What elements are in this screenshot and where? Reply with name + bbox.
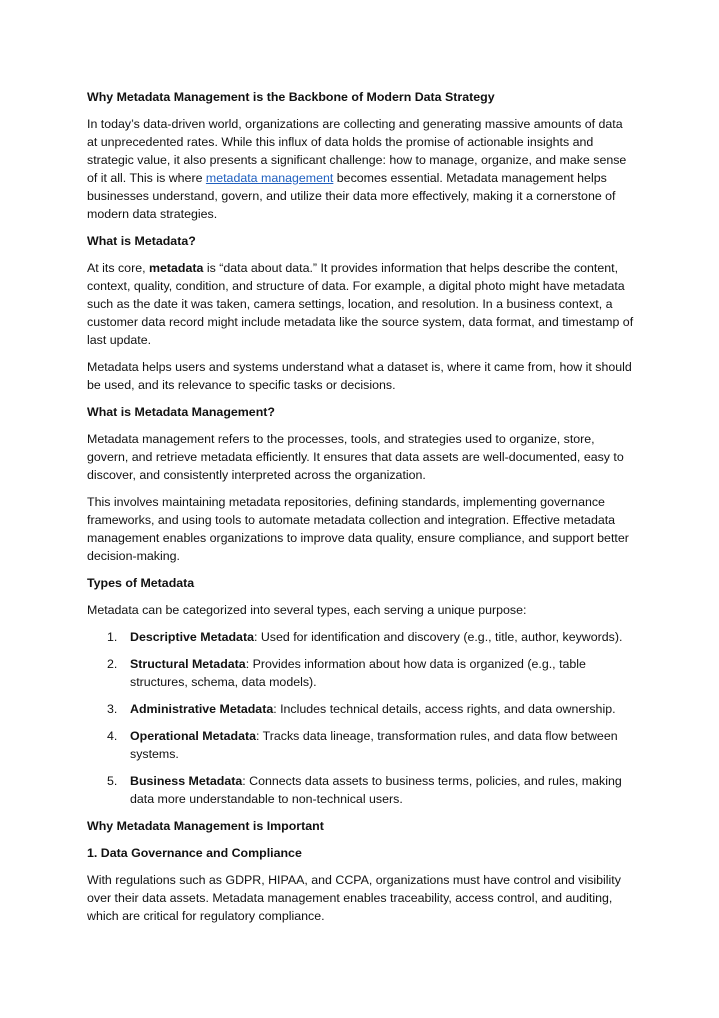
section-heading-why-important: Why Metadata Management is Important	[87, 819, 324, 833]
list-item	[87, 700, 635, 718]
list-item-number: 1.	[107, 630, 118, 644]
subsection-heading-governance: 1. Data Governance and Compliance	[87, 846, 302, 860]
metadata-term-bold: metadata	[148, 261, 204, 275]
intro-paragraph	[87, 115, 635, 223]
list-item-number: 5.	[107, 774, 118, 788]
mm-involves-paragraph: This involves maintaining metadata repositories, defining standards, implementing governance frameworks, and using tools to automate metadata collection and integration. Effective metadata management enables organizations to improve data quality, ensure compliance, and support better decision-making.	[87, 495, 629, 563]
section-heading-types: Types of Metadata	[87, 576, 195, 590]
intro-text-before-link: In today’s data-driven world, organizations are collecting and generating massive amounts of data at unprecedented rates. While this influx of data holds the promise of actionable insights and strategic value, it also presents a significant challenge: how to manage, organize, and make sense of it all. This is where	[87, 117, 627, 185]
list-item-term: Descriptive Metadata	[130, 630, 254, 644]
list-item	[87, 772, 635, 808]
metadata-definition-rest: is “data about data.” It provides information that helps describe the content, context, quality, condition, and structure of data. For example, a digital photo might have metadata such as the date it was taken, camera settings, location, and resolution. In a business context, a customer data record might include metadata like the source system, data format, and timestamp of last update.	[87, 261, 634, 347]
list-item-description: : Includes technical details, access rights, and data ownership.	[273, 702, 616, 716]
mm-definition-paragraph: Metadata management refers to the processes, tools, and strategies used to organize, store, govern, and retrieve metadata efficiently. It ensures that data assets are well-documented, easy to discover, and consistently interpreted across the organization.	[87, 432, 624, 482]
intro-text-after-link: becomes essential. Metadata management helps businesses understand, govern, and utilize their data more effectively, making it a cornerstone of modern data strategies.	[87, 171, 616, 221]
governance-paragraph: With regulations such as GDPR, HIPAA, and CCPA, organizations must have control and visibility over their data assets. Metadata management enables traceability, access control, and auditing, which are critical for regulatory compliance.	[87, 873, 621, 923]
list-item-description: : Used for identification and discovery (e.g., title, author, keywords).	[253, 630, 623, 644]
document-page	[87, 88, 635, 934]
metadata-definition-start: At its core,	[87, 261, 149, 275]
metadata-purpose-paragraph: Metadata helps users and systems understand what a dataset is, where it came from, how it should be used, and its relevance to specific tasks or decisions.	[87, 360, 632, 392]
types-intro-paragraph: Metadata can be categorized into several types, each serving a unique purpose:	[87, 603, 527, 617]
list-item-description: : Tracks data lineage, transformation rules, and data flow between systems.	[130, 729, 618, 761]
list-item-number: 3.	[107, 702, 118, 716]
list-item-term: Operational Metadata	[130, 729, 256, 743]
metadata-management-link[interactable]: metadata management	[205, 171, 334, 185]
document-title: Why Metadata Management is the Backbone of Modern Data Strategy	[87, 90, 495, 104]
list-item-description: : Connects data assets to business terms, policies, and rules, making data more understandable to non-technical users.	[130, 774, 622, 806]
list-item-number: 4.	[107, 729, 118, 743]
list-item-term: Administrative Metadata	[130, 702, 274, 716]
list-item-description: : Provides information about how data is organized (e.g., table structures, schema, data models).	[130, 657, 586, 689]
section-heading-what-is-metadata: What is Metadata?	[87, 234, 196, 248]
list-item-term: Business Metadata	[130, 774, 243, 788]
types-list	[87, 628, 635, 808]
list-item	[87, 628, 635, 646]
list-item	[87, 655, 635, 691]
list-item-number: 2.	[107, 657, 118, 671]
list-item-term: Structural Metadata	[130, 657, 246, 671]
section-heading-what-is-mm: What is Metadata Management?	[87, 405, 275, 419]
metadata-definition-paragraph	[87, 259, 635, 349]
list-item	[87, 727, 635, 763]
